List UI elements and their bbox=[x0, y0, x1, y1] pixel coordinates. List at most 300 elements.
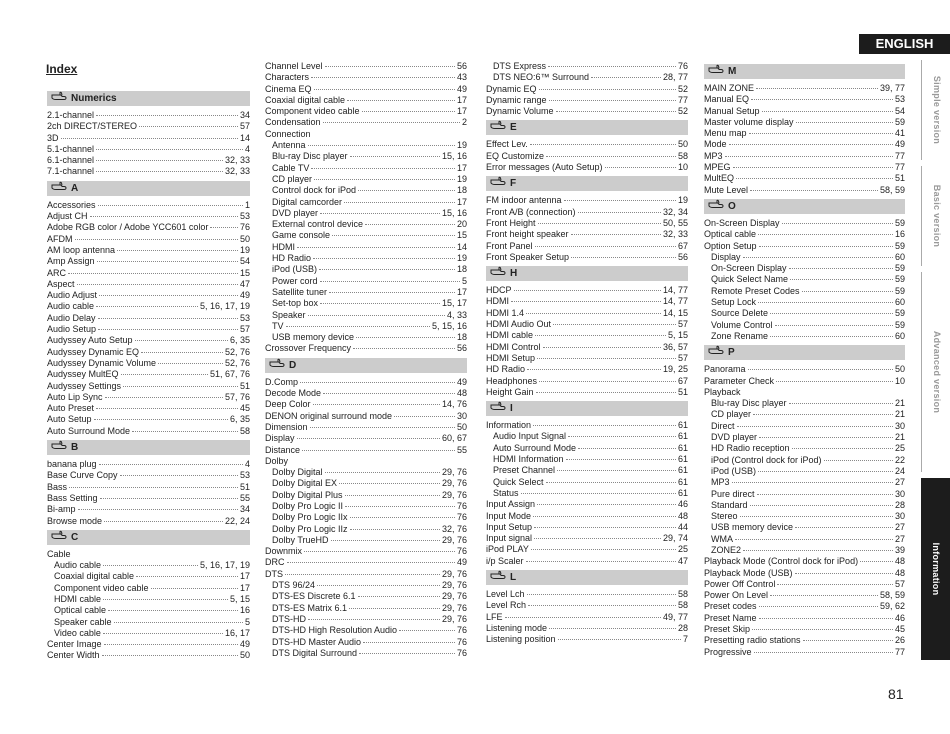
index-entry[interactable] bbox=[265, 298, 467, 309]
index-entry[interactable] bbox=[47, 403, 250, 414]
index-entry[interactable] bbox=[486, 443, 688, 454]
index-entry[interactable] bbox=[486, 285, 688, 296]
index-entry[interactable] bbox=[265, 591, 467, 602]
index-entry[interactable] bbox=[486, 634, 688, 645]
entry-term: MP3 bbox=[704, 150, 723, 161]
entry-pages: 49 bbox=[239, 290, 250, 301]
dot-leader bbox=[578, 448, 676, 449]
index-entry[interactable] bbox=[265, 253, 467, 264]
index-entry[interactable] bbox=[486, 296, 688, 307]
dot-leader bbox=[803, 640, 893, 641]
index-entry[interactable] bbox=[265, 242, 467, 253]
entry-pages: 14, 15 bbox=[662, 307, 688, 318]
index-entry[interactable] bbox=[47, 381, 250, 392]
tab-information[interactable] bbox=[921, 478, 950, 660]
dot-leader bbox=[770, 313, 893, 314]
index-entry[interactable] bbox=[486, 151, 688, 162]
index-entry[interactable] bbox=[486, 600, 688, 611]
tab-basic-version[interactable] bbox=[921, 166, 950, 266]
index-entry[interactable] bbox=[265, 467, 467, 478]
dot-leader bbox=[304, 551, 455, 552]
index-entry[interactable] bbox=[486, 252, 688, 263]
index-entry[interactable] bbox=[486, 241, 688, 252]
index-entry[interactable] bbox=[265, 445, 467, 456]
index-entry[interactable] bbox=[47, 279, 250, 290]
index-entry[interactable] bbox=[265, 332, 467, 343]
index-entry[interactable] bbox=[265, 106, 467, 117]
index-entry[interactable] bbox=[486, 61, 688, 72]
index-entry[interactable] bbox=[265, 422, 467, 433]
entry-term: 2ch DIRECT/STEREO bbox=[47, 121, 138, 132]
dot-leader bbox=[521, 493, 676, 494]
index-entry[interactable] bbox=[265, 478, 467, 489]
index-entry[interactable] bbox=[47, 324, 250, 335]
index-entry[interactable] bbox=[265, 287, 467, 298]
index-entry[interactable] bbox=[486, 195, 688, 206]
dot-leader bbox=[539, 89, 676, 90]
index-entry[interactable] bbox=[265, 343, 467, 354]
index-entry[interactable] bbox=[704, 489, 905, 500]
index-entry[interactable] bbox=[47, 301, 250, 312]
dot-leader bbox=[860, 561, 893, 562]
entry-pages: 48 bbox=[456, 388, 467, 399]
entry-term: On-Screen Display bbox=[704, 217, 780, 228]
index-entry[interactable] bbox=[704, 106, 905, 117]
index-entry[interactable] bbox=[265, 614, 467, 625]
entry-pages: 58, 59 bbox=[879, 590, 905, 601]
dot-leader bbox=[120, 475, 238, 476]
index-entry[interactable] bbox=[47, 245, 250, 256]
index-entry[interactable] bbox=[704, 624, 905, 635]
entry-pages: 14 bbox=[456, 241, 467, 252]
index-entry[interactable] bbox=[486, 308, 688, 319]
section-header-label: F bbox=[510, 178, 517, 190]
pointing-hand-icon bbox=[708, 64, 728, 79]
index-entry[interactable] bbox=[265, 388, 467, 399]
tab-label: Information bbox=[930, 542, 941, 596]
index-entry[interactable] bbox=[47, 571, 250, 582]
entry-term: 5.1-channel bbox=[47, 143, 95, 154]
index-entry[interactable] bbox=[265, 321, 467, 332]
index-entry[interactable] bbox=[704, 568, 905, 579]
index-entry[interactable] bbox=[265, 456, 467, 467]
index-entry[interactable] bbox=[265, 625, 467, 636]
index-entry[interactable] bbox=[704, 229, 905, 240]
index-entry[interactable] bbox=[47, 358, 250, 369]
index-entry[interactable] bbox=[47, 166, 250, 177]
index-entry[interactable] bbox=[265, 276, 467, 287]
index-entry[interactable] bbox=[47, 200, 250, 211]
index-entry[interactable] bbox=[47, 133, 250, 144]
dot-leader bbox=[732, 482, 893, 483]
entry-term: Preset codes bbox=[704, 601, 757, 612]
index-entry[interactable] bbox=[486, 420, 688, 431]
entry-pages: 61 bbox=[677, 442, 688, 453]
entry-term: Bass bbox=[47, 481, 68, 492]
index-entry[interactable] bbox=[265, 310, 467, 321]
entry-pages: 77 bbox=[894, 162, 905, 173]
index-title: Index bbox=[46, 62, 78, 76]
entry-term: HDMI Setup bbox=[486, 352, 536, 363]
index-entry[interactable] bbox=[47, 583, 250, 594]
index-entry[interactable] bbox=[47, 414, 250, 425]
index-entry[interactable] bbox=[265, 603, 467, 614]
entry-term: Information bbox=[486, 420, 532, 431]
dot-leader bbox=[344, 202, 455, 203]
index-entry[interactable] bbox=[47, 493, 250, 504]
index-entry[interactable] bbox=[265, 140, 467, 151]
index-entry[interactable] bbox=[265, 163, 467, 174]
index-entry[interactable] bbox=[486, 364, 688, 375]
index-entry[interactable] bbox=[265, 557, 467, 568]
index-entry[interactable] bbox=[265, 84, 467, 95]
entry-term: Crossover Frequency bbox=[265, 343, 352, 354]
dot-leader bbox=[75, 239, 238, 240]
index-entry[interactable] bbox=[265, 129, 467, 140]
index-entry[interactable] bbox=[486, 387, 688, 398]
index-entry[interactable] bbox=[486, 72, 688, 83]
index-entry[interactable] bbox=[265, 174, 467, 185]
index-entry[interactable] bbox=[704, 534, 905, 545]
index-entry[interactable] bbox=[47, 121, 250, 132]
index-entry[interactable] bbox=[486, 376, 688, 387]
index-entry[interactable] bbox=[486, 353, 688, 364]
index-entry[interactable] bbox=[265, 61, 467, 72]
index-entry[interactable] bbox=[704, 647, 905, 658]
index-entry[interactable] bbox=[486, 106, 688, 117]
index-entry[interactable] bbox=[486, 342, 688, 353]
index-entry[interactable] bbox=[265, 546, 467, 557]
index-entry[interactable] bbox=[47, 617, 250, 628]
index-entry[interactable] bbox=[265, 208, 467, 219]
page-number: 81 bbox=[888, 686, 904, 702]
dot-leader bbox=[325, 472, 440, 473]
index-entry[interactable] bbox=[704, 364, 905, 375]
index-entry[interactable] bbox=[486, 477, 688, 488]
index-entry[interactable] bbox=[704, 173, 905, 184]
dot-leader bbox=[762, 111, 893, 112]
index-entry[interactable] bbox=[704, 556, 905, 567]
entry-term: Progressive bbox=[704, 646, 752, 657]
entry-term: Manual Setup bbox=[704, 105, 760, 116]
index-entry[interactable] bbox=[265, 580, 467, 591]
index-entry[interactable] bbox=[704, 263, 905, 274]
entry-term: Quick Select Name bbox=[711, 274, 789, 285]
index-entry[interactable] bbox=[704, 590, 905, 601]
entry-pages: 21 bbox=[894, 409, 905, 420]
dot-leader bbox=[548, 66, 676, 67]
index-entry[interactable] bbox=[47, 335, 250, 346]
dot-leader bbox=[743, 257, 893, 258]
index-entry[interactable] bbox=[265, 72, 467, 83]
entry-term: Zone Rename bbox=[711, 330, 769, 341]
entry-pages: 29, 76 bbox=[441, 478, 467, 489]
index-entry[interactable] bbox=[47, 392, 250, 403]
index-entry[interactable] bbox=[704, 409, 905, 420]
entry-pages: 32, 33 bbox=[224, 166, 250, 177]
index-entry[interactable] bbox=[265, 399, 467, 410]
entry-pages: 29, 76 bbox=[441, 613, 467, 624]
dot-leader bbox=[350, 529, 440, 530]
index-entry[interactable] bbox=[265, 433, 467, 444]
index-entry[interactable] bbox=[265, 95, 467, 106]
index-entry[interactable] bbox=[265, 490, 467, 501]
section-header-label: O bbox=[728, 200, 736, 212]
entry-term: Satellite tuner bbox=[272, 286, 328, 297]
index-entry[interactable] bbox=[47, 516, 250, 527]
entry-pages: 24 bbox=[894, 465, 905, 476]
dot-leader bbox=[789, 403, 893, 404]
entry-pages: 59, 62 bbox=[879, 601, 905, 612]
index-entry[interactable] bbox=[47, 144, 250, 155]
dot-leader bbox=[757, 494, 893, 495]
index-entry[interactable] bbox=[47, 482, 250, 493]
index-entry[interactable] bbox=[265, 151, 467, 162]
entry-pages: 29, 76 bbox=[441, 467, 467, 478]
index-entry[interactable] bbox=[47, 110, 250, 121]
index-entry[interactable] bbox=[704, 83, 905, 94]
index-entry[interactable] bbox=[265, 117, 467, 128]
index-entry[interactable] bbox=[47, 234, 250, 245]
index-entry[interactable] bbox=[47, 560, 250, 571]
index-entry[interactable] bbox=[47, 155, 250, 166]
dot-leader bbox=[725, 156, 893, 157]
index-entry[interactable] bbox=[704, 511, 905, 522]
index-entry[interactable] bbox=[704, 635, 905, 646]
index-entry[interactable] bbox=[704, 94, 905, 105]
tab-advanced-version[interactable] bbox=[921, 272, 950, 472]
index-entry[interactable] bbox=[704, 218, 905, 229]
index-entry[interactable] bbox=[704, 252, 905, 263]
index-entry[interactable] bbox=[704, 162, 905, 173]
dot-leader bbox=[94, 419, 228, 420]
index-entry[interactable] bbox=[704, 455, 905, 466]
index-entry[interactable] bbox=[486, 522, 688, 533]
index-entry[interactable] bbox=[265, 535, 467, 546]
entry-term: Preset Skip bbox=[704, 624, 751, 635]
entry-term: DRC bbox=[265, 557, 285, 568]
index-entry[interactable] bbox=[47, 639, 250, 650]
entry-term: iPod PLAY bbox=[486, 544, 529, 555]
dot-leader bbox=[758, 234, 893, 235]
dot-leader bbox=[117, 250, 238, 251]
index-entry[interactable] bbox=[704, 139, 905, 150]
index-entry[interactable] bbox=[47, 313, 250, 324]
index-entry[interactable] bbox=[486, 612, 688, 623]
index-entry[interactable] bbox=[704, 579, 905, 590]
index-entry[interactable] bbox=[704, 274, 905, 285]
index-entry[interactable] bbox=[265, 264, 467, 275]
entry-term: Option Setup bbox=[704, 240, 757, 251]
entry-term: Front Height bbox=[486, 217, 536, 228]
entry-term: Condensation bbox=[265, 117, 321, 128]
index-entry[interactable] bbox=[704, 466, 905, 477]
index-entry[interactable] bbox=[47, 256, 250, 267]
entry-term: Aspect bbox=[47, 278, 75, 289]
index-entry[interactable] bbox=[265, 512, 467, 523]
index-entry[interactable] bbox=[704, 241, 905, 252]
entry-term: Presetting radio stations bbox=[704, 635, 801, 646]
index-entry[interactable] bbox=[47, 549, 250, 560]
index-entry[interactable] bbox=[486, 431, 688, 442]
entry-pages: 10 bbox=[894, 375, 905, 386]
index-entry[interactable] bbox=[486, 623, 688, 634]
dot-leader bbox=[310, 427, 455, 428]
entry-pages: 77 bbox=[677, 94, 688, 105]
index-entry[interactable] bbox=[704, 331, 905, 342]
index-entry[interactable] bbox=[704, 128, 905, 139]
index-entry[interactable] bbox=[47, 628, 250, 639]
entry-term: Browse mode bbox=[47, 515, 103, 526]
index-entry[interactable] bbox=[704, 398, 905, 409]
index-entry[interactable] bbox=[704, 297, 905, 308]
entry-pages: 46 bbox=[677, 499, 688, 510]
index-entry[interactable] bbox=[704, 443, 905, 454]
index-entry[interactable] bbox=[47, 347, 250, 358]
index-entry[interactable] bbox=[47, 605, 250, 616]
index-entry[interactable] bbox=[265, 219, 467, 230]
dot-leader bbox=[356, 337, 455, 338]
index-entry[interactable] bbox=[265, 185, 467, 196]
index-entry[interactable] bbox=[486, 84, 688, 95]
entry-term: Adjust CH bbox=[47, 211, 88, 222]
entry-pages: 18 bbox=[456, 264, 467, 275]
index-entry[interactable] bbox=[486, 229, 688, 240]
entry-pages: 51 bbox=[239, 380, 250, 391]
entry-term: MP3 bbox=[711, 477, 730, 488]
index-entry[interactable] bbox=[486, 544, 688, 555]
index-entry[interactable] bbox=[486, 488, 688, 499]
entry-term: DTS-HD bbox=[272, 613, 306, 624]
index-entry[interactable] bbox=[486, 330, 688, 341]
index-entry[interactable] bbox=[47, 268, 250, 279]
entry-pages: 49, 77 bbox=[662, 611, 688, 622]
index-entry[interactable] bbox=[486, 218, 688, 229]
entry-pages: 5, 16, 17, 19 bbox=[199, 560, 250, 571]
dot-leader bbox=[300, 382, 455, 383]
section-header-label: I bbox=[510, 403, 513, 415]
index-entry[interactable] bbox=[47, 426, 250, 437]
index-entry[interactable] bbox=[47, 470, 250, 481]
entry-pages: 56 bbox=[456, 61, 467, 71]
index-entry[interactable] bbox=[47, 222, 250, 233]
index-entry[interactable] bbox=[265, 411, 467, 422]
index-entry[interactable] bbox=[47, 459, 250, 470]
dot-leader bbox=[141, 352, 223, 353]
dot-leader bbox=[729, 144, 893, 145]
index-entry[interactable] bbox=[486, 454, 688, 465]
entry-term: HDMI bbox=[272, 241, 295, 252]
index-entry[interactable] bbox=[704, 477, 905, 488]
index-entry[interactable] bbox=[47, 290, 250, 301]
dot-leader bbox=[535, 246, 676, 247]
entry-pages: 57, 76 bbox=[224, 391, 250, 402]
index-entry[interactable] bbox=[704, 151, 905, 162]
index-entry[interactable] bbox=[265, 501, 467, 512]
entry-term: Dynamic Volume bbox=[486, 106, 554, 117]
entry-pages: 29, 76 bbox=[441, 489, 467, 500]
index-entry[interactable] bbox=[486, 139, 688, 150]
index-entry[interactable] bbox=[704, 500, 905, 511]
index-entry[interactable] bbox=[704, 421, 905, 432]
dot-leader bbox=[749, 133, 893, 134]
entry-term: Dimension bbox=[265, 421, 308, 432]
index-entry[interactable] bbox=[704, 522, 905, 533]
index-entry[interactable] bbox=[704, 432, 905, 443]
index-entry[interactable] bbox=[265, 197, 467, 208]
index-entry[interactable] bbox=[47, 594, 250, 605]
index-entry[interactable] bbox=[265, 648, 467, 659]
index-entry[interactable] bbox=[704, 286, 905, 297]
index-entry[interactable] bbox=[47, 211, 250, 222]
entry-term: ZONE2 bbox=[711, 544, 742, 555]
index-entry[interactable] bbox=[486, 95, 688, 106]
index-entry[interactable] bbox=[704, 601, 905, 612]
section-header bbox=[47, 440, 250, 455]
index-entry[interactable] bbox=[486, 533, 688, 544]
index-entry[interactable] bbox=[265, 377, 467, 388]
index-entry[interactable] bbox=[486, 556, 688, 567]
index-entry[interactable] bbox=[265, 569, 467, 580]
dot-leader bbox=[546, 156, 676, 157]
dot-leader bbox=[90, 216, 238, 217]
dot-leader bbox=[564, 200, 676, 201]
entry-pages: 59 bbox=[894, 285, 905, 296]
entry-pages: 15, 17 bbox=[441, 298, 467, 309]
index-entry[interactable] bbox=[486, 589, 688, 600]
index-entry[interactable] bbox=[704, 117, 905, 128]
index-entry[interactable] bbox=[486, 465, 688, 476]
index-entry[interactable] bbox=[265, 637, 467, 648]
entry-pages: 41 bbox=[894, 128, 905, 139]
dot-leader bbox=[740, 516, 893, 517]
index-entry[interactable] bbox=[47, 650, 250, 661]
entry-pages: 56 bbox=[677, 251, 688, 262]
index-entry[interactable] bbox=[486, 511, 688, 522]
index-entry[interactable] bbox=[704, 545, 905, 556]
index-entry[interactable] bbox=[704, 613, 905, 624]
index-entry[interactable] bbox=[486, 319, 688, 330]
entry-term: Display bbox=[265, 433, 295, 444]
index-entry[interactable] bbox=[486, 162, 688, 173]
index-entry[interactable] bbox=[486, 207, 688, 218]
entry-term: MultEQ bbox=[704, 173, 735, 184]
entry-term: Input Setup bbox=[486, 521, 533, 532]
index-entry[interactable] bbox=[47, 504, 250, 515]
section-header bbox=[486, 176, 688, 191]
index-entry[interactable] bbox=[486, 499, 688, 510]
entry-pages: 17 bbox=[456, 94, 467, 105]
tab-simple-version[interactable] bbox=[921, 60, 950, 160]
entry-term: Blu-ray Disc player bbox=[272, 151, 348, 162]
dot-leader bbox=[104, 521, 223, 522]
index-entry[interactable] bbox=[265, 230, 467, 241]
index-entry[interactable] bbox=[704, 185, 905, 196]
index-entry[interactable] bbox=[47, 369, 250, 380]
index-entry[interactable] bbox=[704, 320, 905, 331]
entry-term: Height Gain bbox=[486, 386, 534, 397]
entry-term: Auto Setup bbox=[47, 414, 92, 425]
index-entry[interactable] bbox=[704, 308, 905, 319]
dot-leader bbox=[568, 436, 676, 437]
index-entry[interactable] bbox=[704, 376, 905, 387]
index-entry[interactable] bbox=[265, 524, 467, 535]
entry-pages: 45 bbox=[894, 624, 905, 635]
dot-leader bbox=[537, 358, 676, 359]
entry-pages: 61 bbox=[677, 431, 688, 442]
entry-pages: 5, 15 bbox=[667, 330, 688, 341]
index-entry[interactable] bbox=[704, 387, 905, 398]
